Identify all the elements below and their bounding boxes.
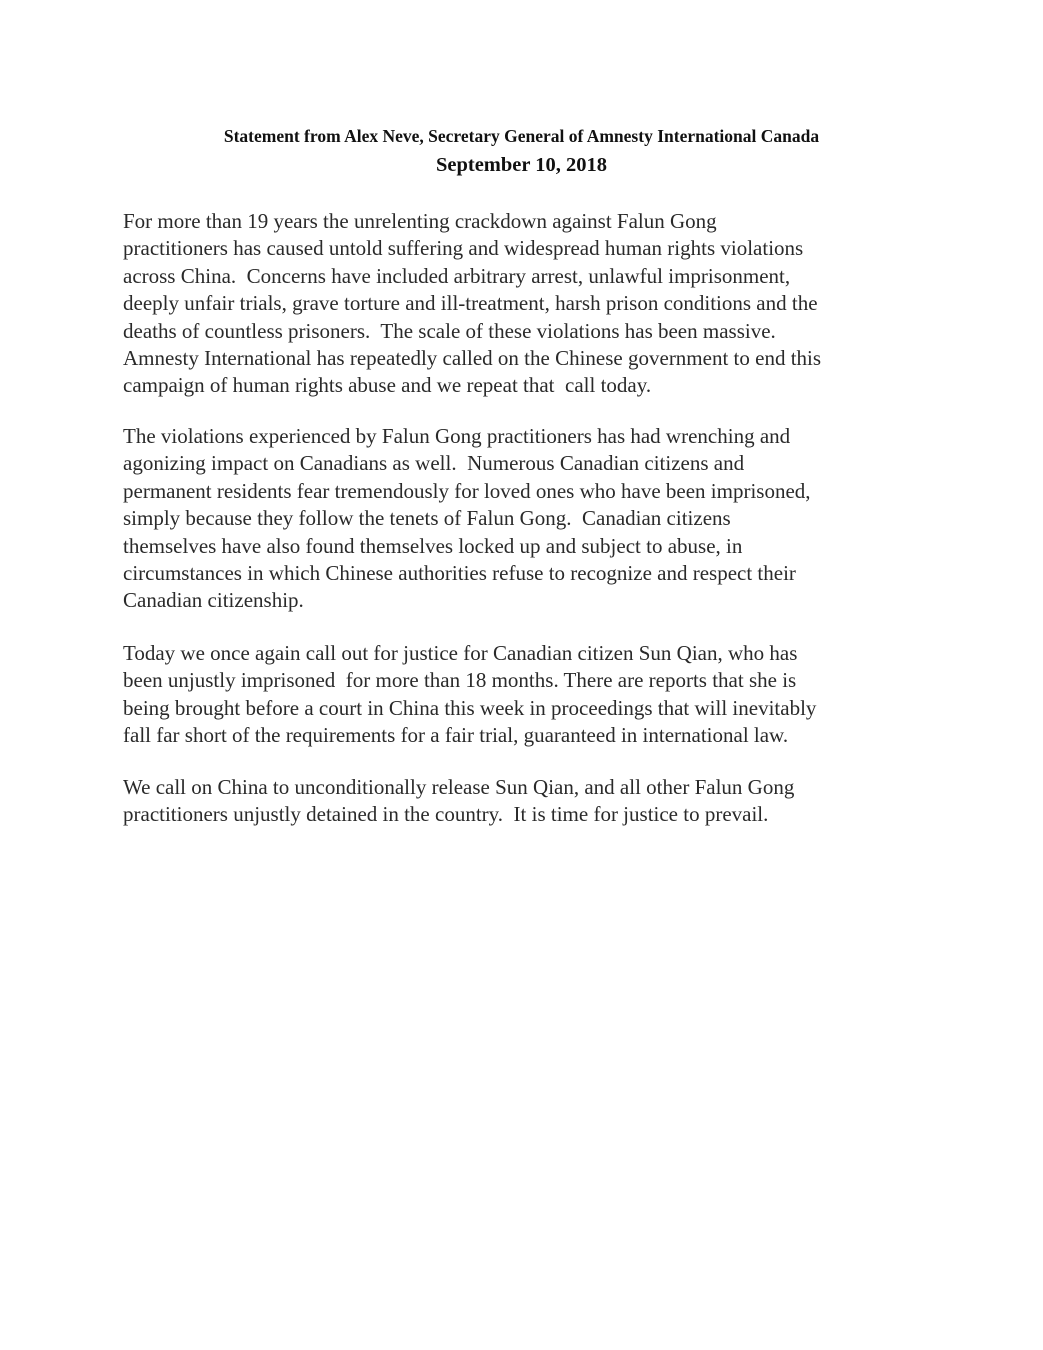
text-line: agonizing impact on Canadians as well. Numerous Canadian citizens and [123,451,745,476]
text-line: Today we once again call out for justice for Canadian citizen Sun Qian, who has [123,641,798,665]
statement-title: Statement from Alex Neve, Secretary General of Amnesty International Canada [223,126,820,146]
text-line: Canadian citizenship. [123,588,304,613]
text-line: practitioners unjustly detained in the country. It is time for justice to prevail. [123,802,769,827]
text-line: themselves have also found themselves locked up and subject to abuse, in [123,533,743,558]
paragraph-3 [123,640,1003,750]
text-line: being brought before a court in China this week in proceedings that will inevitably [123,695,817,720]
text-line: Amnesty International has repeatedly called on the Chinese government to end this [123,346,822,371]
paragraph-4 [123,774,1003,829]
text-line: across China. Concerns have included arbitrary arrest, unlawful imprisonment, [123,263,791,288]
text-line: been unjustly imprisoned for more than 18 months. There are reports that she is [123,668,797,693]
text-line: circumstances in which Chinese authorities refuse to recognize and respect their [123,561,796,586]
text-line: permanent residents fear tremendously for loved ones who have been imprisoned, [123,478,811,503]
text-line: For more than 19 years the unrelenting crackdown against Falun Gong [123,209,717,233]
text-line: fall far short of the requirements for a fair trial, guaranteed in international law. [123,723,789,748]
text-line: campaign of human rights abuse and we repeat that call today. [123,373,652,398]
text-line: deeply unfair trials, grave torture and ill-treatment, harsh prison conditions and the [123,291,818,316]
text-line: deaths of countless prisoners. The scale of these violations has been massive. [123,318,776,343]
text-line: simply because they follow the tenets of Falun Gong. Canadian citizens [123,506,731,531]
statement-date: September 10, 2018 [435,154,607,176]
paragraph-1 [123,208,1003,400]
text-line: We call on China to unconditionally release Sun Qian, and all other Falun Gong [123,775,795,799]
text-line: The violations experienced by Falun Gong practitioners has had wrenching and [123,424,791,448]
text-line: practitioners has caused untold suffering and widespread human rights violations [123,236,804,261]
paragraph-2 [123,423,1003,615]
